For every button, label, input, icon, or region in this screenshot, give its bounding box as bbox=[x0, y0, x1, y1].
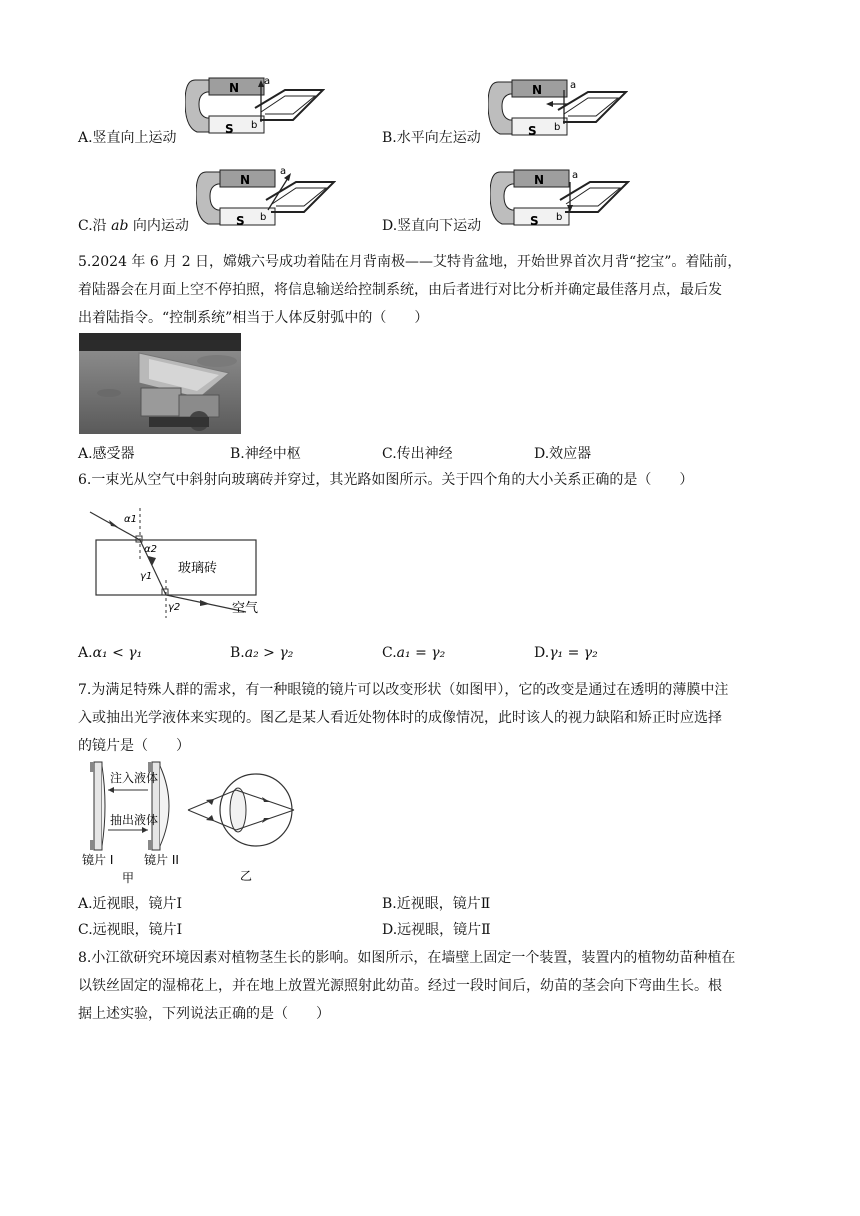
q7-line-1: 7.为满足特殊人群的需求，有一种眼镜的镜片可以改变形状（如图甲），它的改变是通过在透明的薄膜中注 bbox=[78, 682, 729, 698]
svg-text:抽出液体: 抽出液体 bbox=[110, 813, 159, 827]
lunar-lander-photo bbox=[79, 333, 241, 434]
svg-text:γ1: γ1 bbox=[140, 571, 153, 582]
svg-text:S: S bbox=[225, 122, 234, 136]
q5-option-d: D.效应器 bbox=[534, 446, 592, 462]
svg-text:N: N bbox=[534, 173, 545, 187]
svg-text:S: S bbox=[236, 214, 245, 228]
svg-text:b: b bbox=[260, 212, 267, 223]
q6-option-d: D.γ₁ = γ₂ bbox=[534, 645, 598, 661]
q5-stem bbox=[78, 248, 798, 332]
q7-line-2: 入或抽出光学液体来实现的。图乙是某人看近处物体时的成像情况，此时该人的视力缺陷和矫正时应选择 bbox=[78, 710, 722, 726]
svg-text:a: a bbox=[264, 76, 271, 87]
svg-text:N: N bbox=[240, 173, 251, 187]
magnet-figure-d bbox=[490, 164, 630, 244]
q6-stem: 6.一束光从空气中斜射向玻璃砖并穿过，其光路如图所示。关于四个角的大小关系正确的是（ ） bbox=[78, 472, 694, 488]
svg-text:b: b bbox=[554, 122, 561, 133]
q4-option-a: A.竖直向上运动 bbox=[78, 130, 177, 146]
q5-option-c: C.传出神经 bbox=[382, 446, 453, 462]
q8-stem bbox=[78, 944, 798, 1028]
q5-line-1: 5.2024 年 6 月 2 日，嫦娥六号成功着陆在月背南极——艾特肯盆地，开始世界首次月背“挖宝”。着陆前， bbox=[78, 254, 742, 270]
svg-text:b: b bbox=[556, 212, 563, 223]
q8-line-2: 以铁丝固定的湿棉花上，并在地上放置光源照射此幼苗。经过一段时间后，幼苗的茎会向下弯曲生长。根 bbox=[78, 978, 722, 994]
magnet-figure-b bbox=[488, 74, 628, 154]
svg-text:a: a bbox=[572, 170, 579, 181]
q4-option-c: C.沿 ab 向内运动 bbox=[78, 218, 189, 234]
svg-text:S: S bbox=[528, 124, 537, 138]
q4-option-d: D.竖直向下运动 bbox=[382, 218, 482, 234]
q6-option-a: A.α₁ < γ₁ bbox=[78, 645, 143, 661]
svg-text:α1: α1 bbox=[124, 514, 137, 525]
q5-option-a: A.感受器 bbox=[78, 446, 135, 462]
q4-option-b: B.水平向左运动 bbox=[382, 130, 481, 146]
q5-option-b: B.神经中枢 bbox=[230, 446, 301, 462]
svg-text:N: N bbox=[229, 81, 240, 95]
svg-text:甲: 甲 bbox=[122, 871, 135, 885]
q5-line-3: 出着陆指令。“控制系统”相当于人体反射弧中的（ ） bbox=[78, 310, 429, 326]
svg-text:注入液体: 注入液体 bbox=[110, 771, 159, 785]
svg-text:空气: 空气 bbox=[232, 601, 259, 616]
q7-option-b: B.近视眼，镜片Ⅱ bbox=[382, 896, 491, 912]
q8-line-3: 据上述实验，下列说法正确的是（ ） bbox=[78, 1006, 330, 1022]
q7-option-a: A.近视眼，镜片Ⅰ bbox=[78, 896, 183, 912]
q8-line-1: 8.小江欲研究环境因素对植物茎生长的影响。如图所示，在墙壁上固定一个装置，装置内的植物幼苗种植在 bbox=[78, 950, 736, 966]
svg-text:α2: α2 bbox=[144, 544, 157, 555]
svg-text:S: S bbox=[530, 214, 539, 228]
eye-diagram-yi bbox=[186, 768, 300, 888]
q7-option-d: D.远视眼，镜片Ⅱ bbox=[382, 922, 491, 938]
svg-text:镜片 I: 镜片 I bbox=[82, 853, 114, 867]
q5-line-2: 着陆器会在月面上空不停拍照，将信息输送给控制系统，由后者进行对比分析并确定最佳落月点，最后发 bbox=[78, 282, 722, 298]
q7-line-3: 的镜片是（ ） bbox=[78, 738, 190, 754]
q6-option-c: C.a₁ = γ₂ bbox=[382, 645, 446, 661]
svg-text:a: a bbox=[570, 80, 577, 91]
q6-option-b: B.a₂ > γ₂ bbox=[230, 645, 294, 661]
magnet-figure-a bbox=[185, 72, 325, 152]
light-refraction-diagram bbox=[78, 500, 278, 620]
svg-text:乙: 乙 bbox=[240, 869, 253, 883]
lens-diagram-jia bbox=[80, 760, 200, 888]
svg-text:b: b bbox=[251, 120, 258, 131]
svg-text:玻璃砖: 玻璃砖 bbox=[178, 561, 218, 576]
q7-option-c: C.远视眼，镜片Ⅰ bbox=[78, 922, 183, 938]
svg-text:γ2: γ2 bbox=[168, 602, 181, 613]
svg-text:镜片 II: 镜片 II bbox=[144, 853, 179, 867]
svg-text:a: a bbox=[280, 166, 287, 177]
magnet-figure-c bbox=[196, 164, 336, 244]
q7-stem bbox=[78, 676, 798, 760]
svg-text:N: N bbox=[532, 83, 543, 97]
